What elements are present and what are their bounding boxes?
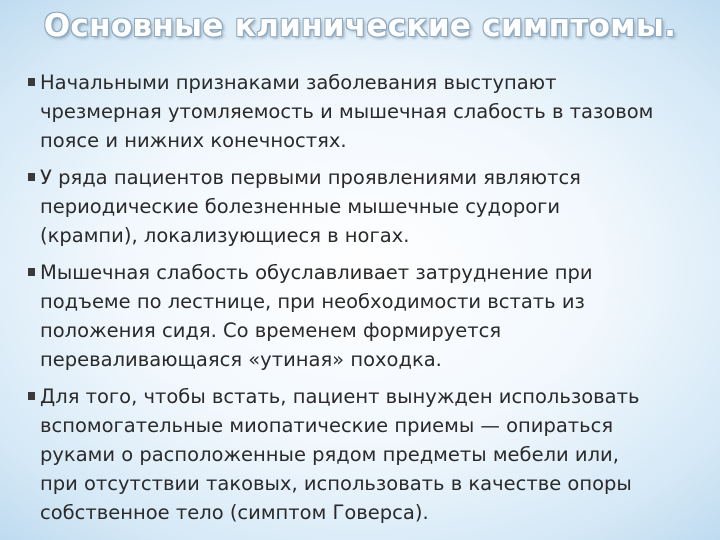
bullet-text-line: Для того, чтобы встать, пациент вынужден использовать: [40, 385, 640, 408]
bullet-text-line: положения сидя. Со временем формируется: [40, 319, 502, 342]
bullet-text-line: периодические болезненные мышечные судороги: [40, 195, 561, 218]
bullet-item-cramps: [28, 163, 708, 250]
bullet-item-initial-signs: [28, 68, 708, 155]
square-bullet-icon: [28, 392, 35, 400]
bullet-text-line: переваливающаяся «утиная» походка.: [40, 348, 442, 371]
square-bullet-icon: [28, 173, 35, 181]
square-bullet-icon: [28, 268, 35, 276]
bullet-text-line: собственное тело (симптом Говерса).: [40, 501, 429, 524]
bullet-list: [28, 68, 708, 535]
square-bullet-icon: [28, 78, 35, 86]
bullet-text-line: У ряда пациентов первыми проявлениями являются: [40, 166, 581, 189]
bullet-text-line: руками о расположенные рядом предметы мебели или,: [40, 443, 619, 466]
bullet-item-gowers-sign: [28, 382, 708, 527]
slide-title: Основные клинические симптомы.: [43, 8, 677, 44]
bullet-text-line: (крампи), локализующиеся в ногах.: [40, 224, 410, 247]
bullet-item-weakness-gait: [28, 258, 708, 374]
bullet-text-line: Начальными признаками заболевания выступают: [40, 71, 557, 94]
bullet-text-line: поясе и нижних конечностях.: [40, 129, 347, 152]
bullet-text-line: Мышечная слабость обуславливает затруднение при: [40, 261, 593, 284]
bullet-text-line: при отсутствии таковых, использовать в качестве опоры: [40, 472, 632, 495]
bullet-text-line: чрезмерная утомляемость и мышечная слабость в тазовом: [40, 100, 654, 123]
bullet-text-line: подъеме по лестнице, при необходимости встать из: [40, 290, 585, 313]
bullet-text-line: вспомогательные миопатические приемы — опираться: [40, 414, 614, 437]
